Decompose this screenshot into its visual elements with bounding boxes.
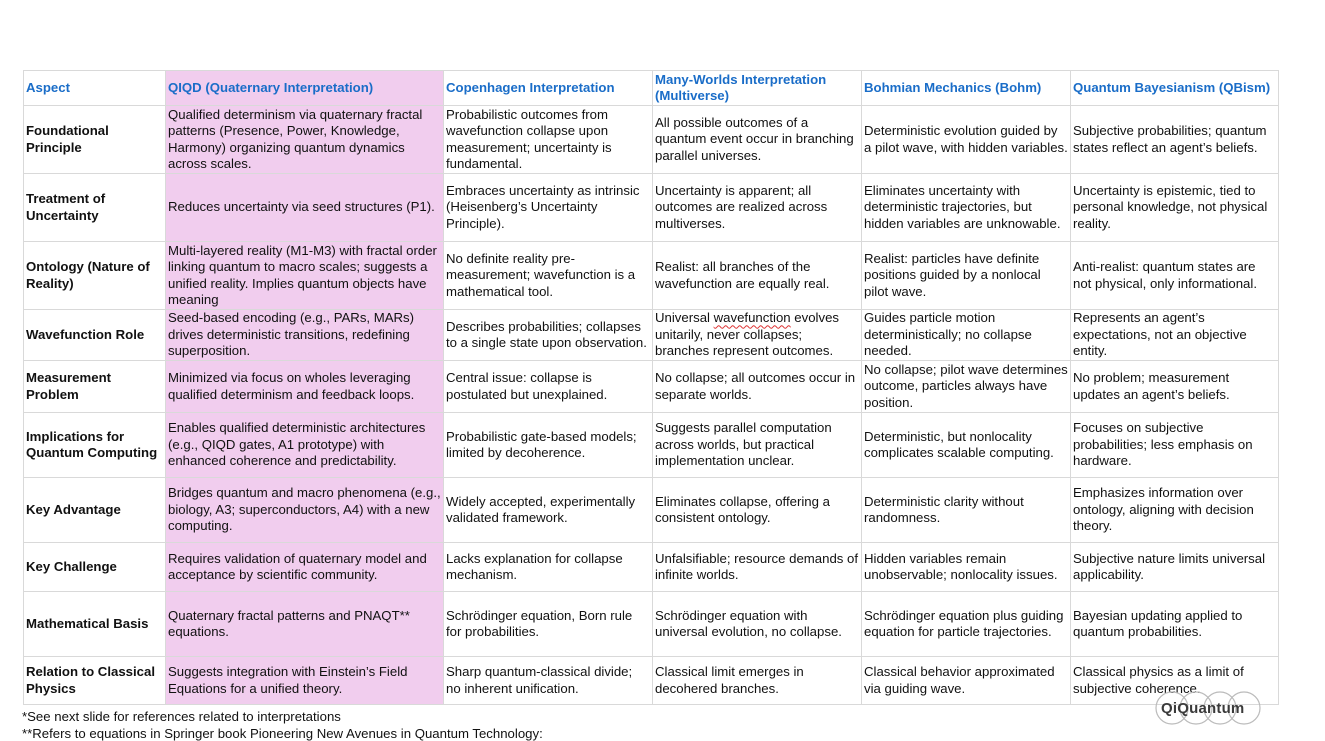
comparison-table [23, 70, 1279, 705]
cell-bohm: Hidden variables remain unobservable; nonlocality issues. [862, 543, 1071, 592]
header-many-worlds: Many-Worlds Interpretation (Multiverse) [653, 71, 862, 106]
table-row [24, 242, 1279, 310]
table-row [24, 657, 1279, 705]
cell-qiqd: Enables qualified deterministic architectures (e.g., QIQD gates, A1 prototype) with enhanced coherence and predictability. [166, 413, 444, 478]
cell-many-worlds: Suggests parallel computation across worlds, but practical implementation unclear. [653, 413, 862, 478]
cell-qiqd: Minimized via focus on wholes leveraging qualified determinism and feedback loops. [166, 361, 444, 413]
cell-bohm: Schrödinger equation plus guiding equation for particle trajectories. [862, 592, 1071, 657]
cell-qiqd: Seed-based encoding (e.g., PARs, MARs) drives deterministic transitions, redefining superposition. [166, 310, 444, 361]
cell-qiqd: Suggests integration with Einstein’s Field Equations for a unified theory. [166, 657, 444, 705]
cell-many-worlds: Realist: all branches of the wavefunction are equally real. [653, 242, 862, 310]
cell-qbism: Represents an agent’s expectations, not an objective entity. [1071, 310, 1279, 361]
table-row [24, 174, 1279, 242]
cell-copenhagen: Probabilistic outcomes from wavefunction collapse upon measurement; uncertainty is fundamental. [444, 106, 653, 174]
qiquantum-logo [1152, 690, 1264, 726]
row-aspect: Key Challenge [24, 543, 166, 592]
cell-copenhagen: Sharp quantum-classical divide; no inherent unification. [444, 657, 653, 705]
cell-many-worlds: No collapse; all outcomes occur in separate worlds. [653, 361, 862, 413]
row-aspect: Relation to Classical Physics [24, 657, 166, 705]
cell-qiqd: Reduces uncertainty via seed structures (P1). [166, 174, 444, 242]
table-row [24, 106, 1279, 174]
header-qiqd: QIQD (Quaternary Interpretation) [166, 71, 444, 106]
cell-qbism: Subjective nature limits universal applicability. [1071, 543, 1279, 592]
footnote-references: *See next slide for references related to interpretations [22, 709, 341, 724]
table-row [24, 310, 1279, 361]
cell-many-worlds: Universal wavefunction evolves unitarily, never collapses; branches represent outcomes. [653, 310, 862, 361]
spellcheck-flag: wavefunction [713, 310, 791, 326]
row-aspect: Measurement Problem [24, 361, 166, 413]
cell-qbism: No problem; measurement updates an agent’s beliefs. [1071, 361, 1279, 413]
cell-copenhagen: Describes probabilities; collapses to a single state upon observation. [444, 310, 653, 361]
cell-copenhagen: Central issue: collapse is postulated but unexplained. [444, 361, 653, 413]
cell-bohm: Guides particle motion deterministically; no collapse needed. [862, 310, 1071, 361]
cell-copenhagen: No definite reality pre-measurement; wavefunction is a mathematical tool. [444, 242, 653, 310]
row-aspect: Wavefunction Role [24, 310, 166, 361]
cell-many-worlds: Classical limit emerges in decohered branches. [653, 657, 862, 705]
cell-bohm: No collapse; pilot wave determines outcome, particles always have position. [862, 361, 1071, 413]
footnote-equations: **Refers to equations in Springer book Pioneering New Avenues in Quantum Technology: [22, 726, 543, 741]
cell-qbism: Subjective probabilities; quantum states reflect an agent’s beliefs. [1071, 106, 1279, 174]
cell-qiqd: Qualified determinism via quaternary fractal patterns (Presence, Power, Knowledge, Harmony) organizing quantum dynamics across scales. [166, 106, 444, 174]
cell-many-worlds: Eliminates collapse, offering a consistent ontology. [653, 478, 862, 543]
cell-bohm: Deterministic, but nonlocality complicates scalable computing. [862, 413, 1071, 478]
table-row [24, 543, 1279, 592]
header-qbism: Quantum Bayesianism (QBism) [1071, 71, 1279, 106]
cell-qiqd: Requires validation of quaternary model and acceptance by scientific community. [166, 543, 444, 592]
row-aspect: Foundational Principle [24, 106, 166, 174]
header-row [24, 71, 1279, 106]
row-aspect: Ontology (Nature of Reality) [24, 242, 166, 310]
header-copenhagen: Copenhagen Interpretation [444, 71, 653, 106]
cell-qbism: Classical physics as a limit of subjective coherence. [1071, 657, 1279, 705]
cell-qbism: Focuses on subjective probabilities; less emphasis on hardware. [1071, 413, 1279, 478]
cell-qiqd: Multi-layered reality (M1-M3) with fractal order linking quantum to macro scales; suggests a unified reality. Implies quantum objects have meaning [166, 242, 444, 310]
cell-qiqd: Quaternary fractal patterns and PNAQT** equations. [166, 592, 444, 657]
cell-many-worlds: Unfalsifiable; resource demands of infinite worlds. [653, 543, 862, 592]
row-aspect: Key Advantage [24, 478, 166, 543]
cell-bohm: Realist: particles have definite positions guided by a nonlocal pilot wave. [862, 242, 1071, 310]
row-aspect: Implications for Quantum Computing [24, 413, 166, 478]
header-bohm: Bohmian Mechanics (Bohm) [862, 71, 1071, 106]
row-aspect: Mathematical Basis [24, 592, 166, 657]
cell-qiqd: Bridges quantum and macro phenomena (e.g., biology, A3; superconductors, A4) with a new computing. [166, 478, 444, 543]
cell-copenhagen: Embraces uncertainty as intrinsic (Heisenberg’s Uncertainty Principle). [444, 174, 653, 242]
cell-many-worlds: Uncertainty is apparent; all outcomes are realized across multiverses. [653, 174, 862, 242]
cell-qbism: Uncertainty is epistemic, tied to personal knowledge, not physical reality. [1071, 174, 1279, 242]
cell-copenhagen: Lacks explanation for collapse mechanism. [444, 543, 653, 592]
cell-many-worlds: All possible outcomes of a quantum event occur in branching parallel universes. [653, 106, 862, 174]
cell-bohm: Classical behavior approximated via guiding wave. [862, 657, 1071, 705]
cell-qbism: Emphasizes information over ontology, aligning with decision theory. [1071, 478, 1279, 543]
header-aspect: Aspect [24, 71, 166, 106]
cell-bohm: Eliminates uncertainty with deterministic trajectories, but hidden variables are unknowable. [862, 174, 1071, 242]
footnotes [22, 708, 543, 741]
logo-text: QiQuantum [1161, 700, 1245, 717]
cell-copenhagen: Widely accepted, experimentally validated framework. [444, 478, 653, 543]
table-row [24, 361, 1279, 413]
cell-many-worlds: Schrödinger equation with universal evolution, no collapse. [653, 592, 862, 657]
cell-copenhagen: Schrödinger equation, Born rule for probabilities. [444, 592, 653, 657]
table-row [24, 592, 1279, 657]
cell-qbism: Anti-realist: quantum states are not physical, only informational. [1071, 242, 1279, 310]
cell-copenhagen: Probabilistic gate-based models; limited by decoherence. [444, 413, 653, 478]
cell-bohm: Deterministic clarity without randomness. [862, 478, 1071, 543]
row-aspect: Treatment of Uncertainty [24, 174, 166, 242]
cell-qbism: Bayesian updating applied to quantum probabilities. [1071, 592, 1279, 657]
table-row [24, 413, 1279, 478]
table-row [24, 478, 1279, 543]
cell-bohm: Deterministic evolution guided by a pilot wave, with hidden variables. [862, 106, 1071, 174]
